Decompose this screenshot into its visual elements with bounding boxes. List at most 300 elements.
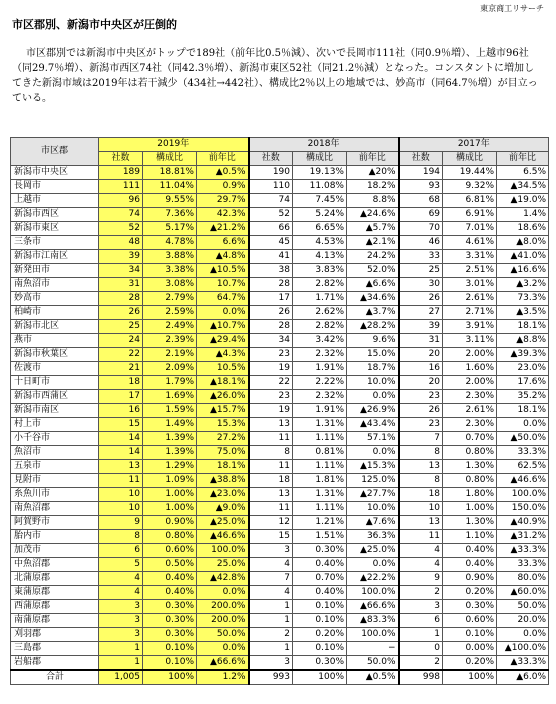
value-cell: ▲46.6% (497, 474, 549, 488)
value-cell: 23 (399, 390, 443, 404)
value-cell: ▲25.0% (197, 516, 249, 530)
table-row (11, 306, 549, 320)
value-cell: 31 (99, 278, 143, 292)
value-cell: 3.31% (443, 250, 497, 264)
region-cell: 小千谷市 (11, 432, 99, 446)
value-cell: 1 (99, 656, 143, 671)
value-cell: 0.40% (443, 544, 497, 558)
region-cell: 妙高市 (11, 292, 99, 306)
value-cell: 1.21% (293, 516, 347, 530)
value-cell: 29.7% (197, 194, 249, 208)
value-cell: 3 (99, 600, 143, 614)
value-cell: 2 (399, 586, 443, 600)
value-cell: 66 (249, 222, 293, 236)
value-cell: 0.50% (143, 558, 197, 572)
value-cell: 2.82% (293, 320, 347, 334)
value-cell: 18.1% (497, 320, 549, 334)
value-cell: ▲6.6% (347, 278, 399, 292)
header-col: 社数 (399, 152, 443, 166)
table-row (11, 488, 549, 502)
value-cell: 9.32% (443, 180, 497, 194)
value-cell: ▲8.0% (497, 236, 549, 250)
value-cell: 13 (99, 460, 143, 474)
value-cell: ▲5.7% (347, 222, 399, 236)
table-row (11, 264, 549, 278)
value-cell: 2.82% (293, 278, 347, 292)
value-cell: ▲6.0% (497, 670, 549, 685)
region-cell: 南魚沼郡 (11, 502, 99, 516)
table-row (11, 320, 549, 334)
value-cell: 50.0% (347, 656, 399, 671)
region-cell: 新潟市西蒲区 (11, 390, 99, 404)
total-row (11, 670, 549, 685)
value-cell: 19.13% (293, 166, 347, 180)
value-cell: 2.79% (143, 292, 197, 306)
header-col: 前年比 (347, 152, 399, 166)
value-cell: 1.51% (293, 530, 347, 544)
header-row-years (11, 138, 549, 152)
value-cell: 6 (99, 544, 143, 558)
value-cell: 9 (99, 516, 143, 530)
region-cell: 新潟市秋葉区 (11, 348, 99, 362)
value-cell: 1.91% (293, 404, 347, 418)
value-cell: 3 (249, 544, 293, 558)
value-cell: 26 (99, 306, 143, 320)
value-cell: 0.10% (293, 614, 347, 628)
value-cell: 15 (249, 530, 293, 544)
region-cell: 西蒲原郡 (11, 600, 99, 614)
source-label: 東京商工リサーチ (480, 4, 544, 13)
region-cell: 三条市 (11, 236, 99, 250)
value-cell: 2 (399, 656, 443, 671)
value-cell: 6.81% (443, 194, 497, 208)
value-cell: ▲3.5% (497, 306, 549, 320)
value-cell: 3.11% (443, 334, 497, 348)
value-cell: 12 (249, 516, 293, 530)
value-cell: 23.0% (497, 362, 549, 376)
value-cell: 0.0% (197, 306, 249, 320)
value-cell: 0.90% (443, 572, 497, 586)
value-cell: 20 (399, 376, 443, 390)
value-cell: 0.30% (293, 656, 347, 671)
value-cell: 4 (99, 572, 143, 586)
value-cell: 16 (399, 362, 443, 376)
value-cell: 14 (99, 432, 143, 446)
value-cell: 34 (249, 334, 293, 348)
value-cell: 10.0% (347, 376, 399, 390)
value-cell: 7.01% (443, 222, 497, 236)
header-year-2018: 2018年 (249, 138, 399, 152)
value-cell: 7.45% (293, 194, 347, 208)
value-cell: 2.32% (293, 348, 347, 362)
value-cell: 23 (249, 348, 293, 362)
value-cell: 100% (293, 670, 347, 685)
value-cell: 11 (249, 460, 293, 474)
value-cell: 80.0% (497, 572, 549, 586)
value-cell: 10 (99, 488, 143, 502)
value-cell: ▲41.0% (497, 250, 549, 264)
value-cell: 0.60% (143, 544, 197, 558)
table-row (11, 572, 549, 586)
value-cell: 1.11% (293, 460, 347, 474)
value-cell: 0.0% (347, 558, 399, 572)
value-cell: 1.49% (143, 418, 197, 432)
value-cell: 21 (99, 362, 143, 376)
value-cell: 70 (399, 222, 443, 236)
value-cell: 10 (99, 502, 143, 516)
value-cell: 0.40% (293, 586, 347, 600)
value-cell: ▲26.9% (347, 404, 399, 418)
header-col: 構成比 (143, 152, 197, 166)
value-cell: ▲16.6% (497, 264, 549, 278)
table-row (11, 628, 549, 642)
value-cell: 0.0% (347, 446, 399, 460)
value-cell: ▲26.0% (197, 390, 249, 404)
value-cell: 993 (249, 670, 293, 685)
value-cell: 18.7% (347, 362, 399, 376)
region-cell: 新潟市西区 (11, 208, 99, 222)
value-cell: 100.0% (497, 488, 549, 502)
value-cell: 68 (399, 194, 443, 208)
value-cell: 0.0% (347, 390, 399, 404)
value-cell: ▲19.0% (497, 194, 549, 208)
value-cell: 25.0% (197, 558, 249, 572)
value-cell: 20.0% (497, 614, 549, 628)
value-cell: 125.0% (347, 474, 399, 488)
value-cell: 22 (99, 348, 143, 362)
data-table (10, 137, 549, 685)
value-cell: 0.20% (293, 628, 347, 642)
value-cell: 200.0% (197, 614, 249, 628)
value-cell: 6.65% (293, 222, 347, 236)
value-cell: 13 (249, 418, 293, 432)
value-cell: 2.49% (143, 320, 197, 334)
value-cell: ▲21.2% (197, 222, 249, 236)
value-cell: 17.6% (497, 376, 549, 390)
header-region: 市区郡 (11, 138, 99, 166)
summary-paragraph: 市区郡別では新潟市中央区がトップで189社（前年比0.5％減）、次いで長岡市111社（同0.9％増）、上越市96社（同29.7％増）、新潟市西区74社（同42.3％増）、新潟市東区52社（同21.2％減）となった。コンスタントに増加してきた新潟市域は2019年は若干減少（434社→442社）、構成比2％以上の地域では、妙高市（同64.7％増）が目立っている。 (12, 48, 538, 104)
value-cell: 57.1% (347, 432, 399, 446)
value-cell: 0.10% (293, 642, 347, 656)
value-cell: 28 (99, 292, 143, 306)
value-cell: 2.00% (443, 376, 497, 390)
value-cell: 1.11% (293, 432, 347, 446)
value-cell: ▲42.8% (197, 572, 249, 586)
value-cell: 10.0% (347, 502, 399, 516)
value-cell: 17 (99, 390, 143, 404)
value-cell: 26 (249, 306, 293, 320)
value-cell: 19 (249, 362, 293, 376)
value-cell: 0.30% (143, 628, 197, 642)
value-cell: 194 (399, 166, 443, 180)
value-cell: 998 (399, 670, 443, 685)
table-row (11, 586, 549, 600)
table-row (11, 348, 549, 362)
value-cell: ▲66.6% (347, 600, 399, 614)
value-cell: 4 (399, 558, 443, 572)
value-cell: 39 (399, 320, 443, 334)
value-cell: 3.08% (143, 278, 197, 292)
value-cell: ▲28.2% (347, 320, 399, 334)
value-cell: 11 (249, 432, 293, 446)
value-cell: 11.04% (143, 180, 197, 194)
value-cell: 1.39% (143, 432, 197, 446)
value-cell: 24 (99, 334, 143, 348)
value-cell: 19 (249, 404, 293, 418)
region-cell: 新発田市 (11, 264, 99, 278)
value-cell: 0.9% (197, 180, 249, 194)
value-cell: 1.29% (143, 460, 197, 474)
value-cell: 28 (249, 320, 293, 334)
value-cell: 3 (399, 600, 443, 614)
value-cell: ▲34.6% (347, 292, 399, 306)
value-cell: 1.79% (143, 376, 197, 390)
value-cell: 110 (249, 180, 293, 194)
value-cell: 1.00% (143, 502, 197, 516)
value-cell: 93 (399, 180, 443, 194)
value-cell: 8 (249, 446, 293, 460)
value-cell: 1.30% (443, 516, 497, 530)
value-cell: 64.7% (197, 292, 249, 306)
value-cell: 11 (399, 530, 443, 544)
table-row (11, 250, 549, 264)
value-cell: 2.19% (143, 348, 197, 362)
region-cell: 新潟市中央区 (11, 166, 99, 180)
value-cell: 3 (99, 614, 143, 628)
value-cell: 16 (99, 404, 143, 418)
value-cell: 0.10% (143, 642, 197, 656)
value-cell: 18 (399, 488, 443, 502)
region-cell: 新潟市南区 (11, 404, 99, 418)
value-cell: 41 (249, 250, 293, 264)
value-cell: ▲25.0% (347, 544, 399, 558)
region-cell: 南魚沼市 (11, 278, 99, 292)
value-cell: 46 (399, 236, 443, 250)
value-cell: ▲18.1% (197, 376, 249, 390)
table-row (11, 180, 549, 194)
value-cell: 0.30% (143, 614, 197, 628)
value-cell: 13 (399, 516, 443, 530)
value-cell: 10 (399, 502, 443, 516)
value-cell: 24.2% (347, 250, 399, 264)
value-cell: 2.32% (293, 390, 347, 404)
value-cell: 4 (99, 586, 143, 600)
value-cell: 3.88% (143, 250, 197, 264)
value-cell: 75.0% (197, 446, 249, 460)
value-cell: 0.20% (443, 586, 497, 600)
value-cell: 23 (249, 390, 293, 404)
table-row (11, 530, 549, 544)
value-cell: 3.42% (293, 334, 347, 348)
value-cell: 0.30% (143, 600, 197, 614)
value-cell: 1 (99, 642, 143, 656)
table-row (11, 292, 549, 306)
value-cell: 1 (249, 642, 293, 656)
value-cell: 0.0% (497, 628, 549, 642)
table-row (11, 404, 549, 418)
value-cell: ▲23.0% (197, 488, 249, 502)
value-cell: 8 (99, 530, 143, 544)
header-col: 構成比 (293, 152, 347, 166)
value-cell: 4.13% (293, 250, 347, 264)
region-cell: 北蒲原郡 (11, 572, 99, 586)
value-cell: 0.10% (443, 628, 497, 642)
table-row (11, 446, 549, 460)
value-cell: 3.01% (443, 278, 497, 292)
value-cell: 34 (99, 264, 143, 278)
value-cell: 8 (399, 474, 443, 488)
value-cell: 0.40% (443, 558, 497, 572)
value-cell: 100.0% (347, 628, 399, 642)
value-cell: 1.31% (293, 418, 347, 432)
table-row (11, 376, 549, 390)
value-cell: 0.00% (443, 642, 497, 656)
value-cell: 18.81% (143, 166, 197, 180)
value-cell: 1 (249, 614, 293, 628)
value-cell: 52.0% (347, 264, 399, 278)
header-col: 前年比 (497, 152, 549, 166)
value-cell: 10.7% (197, 278, 249, 292)
value-cell: 13 (249, 488, 293, 502)
value-cell: 1.11% (293, 502, 347, 516)
value-cell: 3.91% (443, 320, 497, 334)
value-cell: 18 (249, 474, 293, 488)
header-year-2017: 2017年 (399, 138, 549, 152)
value-cell: 1.91% (293, 362, 347, 376)
value-cell: ▲2.1% (347, 236, 399, 250)
value-cell: ▲4.8% (197, 250, 249, 264)
value-cell: 26 (399, 404, 443, 418)
value-cell: 9.6% (347, 334, 399, 348)
region-cell: 魚沼市 (11, 446, 99, 460)
value-cell: 1.60% (443, 362, 497, 376)
value-cell: 5.24% (293, 208, 347, 222)
value-cell: 100.0% (197, 544, 249, 558)
value-cell: 22 (249, 376, 293, 390)
value-cell: 0.20% (443, 656, 497, 671)
value-cell: ▲50.0% (497, 432, 549, 446)
value-cell: ▲39.3% (497, 348, 549, 362)
region-cell: 東蒲原郡 (11, 586, 99, 600)
region-cell: 新潟市江南区 (11, 250, 99, 264)
value-cell: ▲15.3% (347, 460, 399, 474)
value-cell: 1.09% (143, 474, 197, 488)
value-cell: 18.1% (197, 460, 249, 474)
value-cell: 14 (99, 446, 143, 460)
value-cell: 69 (399, 208, 443, 222)
value-cell: 11 (249, 502, 293, 516)
value-cell: 9 (399, 572, 443, 586)
table-row (11, 558, 549, 572)
value-cell: 0.30% (293, 544, 347, 558)
value-cell: 1.4% (497, 208, 549, 222)
value-cell: 25 (399, 264, 443, 278)
value-cell: 4 (399, 544, 443, 558)
table-row (11, 362, 549, 376)
region-cell: 長岡市 (11, 180, 99, 194)
value-cell: 39 (99, 250, 143, 264)
value-cell: 3.38% (143, 264, 197, 278)
region-cell: 合計 (11, 670, 99, 685)
value-cell: 2.30% (443, 390, 497, 404)
value-cell: 0 (399, 642, 443, 656)
value-cell: 33 (399, 250, 443, 264)
value-cell: 0.80% (443, 474, 497, 488)
region-cell: 岩船郡 (11, 656, 99, 671)
value-cell: 100.0% (347, 586, 399, 600)
value-cell: 0.70% (443, 432, 497, 446)
value-cell: 2.39% (143, 334, 197, 348)
value-cell: 2.00% (443, 348, 497, 362)
value-cell: 1 (249, 600, 293, 614)
value-cell: ▲33.3% (497, 544, 549, 558)
region-cell: 見附市 (11, 474, 99, 488)
value-cell: ▲22.2% (347, 572, 399, 586)
value-cell: ▲10.5% (197, 264, 249, 278)
value-cell: ▲7.6% (347, 516, 399, 530)
value-cell: 2.61% (443, 292, 497, 306)
value-cell: 20 (399, 348, 443, 362)
table-row (11, 278, 549, 292)
value-cell: 1.71% (293, 292, 347, 306)
value-cell: 52 (99, 222, 143, 236)
value-cell: 1.69% (143, 390, 197, 404)
value-cell: 8 (399, 446, 443, 460)
value-cell: 35.2% (497, 390, 549, 404)
value-cell: 15.3% (197, 418, 249, 432)
region-cell: 三島郡 (11, 642, 99, 656)
value-cell: 6.91% (443, 208, 497, 222)
value-cell: ▲27.7% (347, 488, 399, 502)
table-row (11, 516, 549, 530)
value-cell: 18.6% (497, 222, 549, 236)
value-cell: 1.00% (143, 488, 197, 502)
value-cell: ▲29.4% (197, 334, 249, 348)
value-cell: 0.10% (293, 600, 347, 614)
value-cell: 50.0% (497, 600, 549, 614)
region-cell: 刈羽郡 (11, 628, 99, 642)
region-cell: 十日町市 (11, 376, 99, 390)
region-cell: 胎内市 (11, 530, 99, 544)
value-cell: 0.0% (497, 418, 549, 432)
value-cell: 111 (99, 180, 143, 194)
region-cell: 糸魚川市 (11, 488, 99, 502)
table-row (11, 432, 549, 446)
table-row (11, 236, 549, 250)
value-cell: 18 (99, 376, 143, 390)
table-row (11, 474, 549, 488)
value-cell: ▲66.6% (197, 656, 249, 671)
value-cell: 27 (399, 306, 443, 320)
table-row (11, 208, 549, 222)
value-cell: 100% (143, 670, 197, 685)
value-cell: 2.22% (293, 376, 347, 390)
region-cell: 新潟市東区 (11, 222, 99, 236)
value-cell: 0.40% (143, 586, 197, 600)
page-title: 市区郡別、新潟市中央区が圧倒的 (12, 18, 177, 31)
value-cell: ▲0.5% (347, 670, 399, 685)
value-cell: 74 (99, 208, 143, 222)
value-cell: − (347, 642, 399, 656)
value-cell: 1.31% (293, 488, 347, 502)
value-cell: 2.09% (143, 362, 197, 376)
value-cell: 8.8% (347, 194, 399, 208)
value-cell: 5 (99, 558, 143, 572)
value-cell: 6.6% (197, 236, 249, 250)
value-cell: 11 (99, 474, 143, 488)
value-cell: 6.5% (497, 166, 549, 180)
value-cell: 18.2% (347, 180, 399, 194)
